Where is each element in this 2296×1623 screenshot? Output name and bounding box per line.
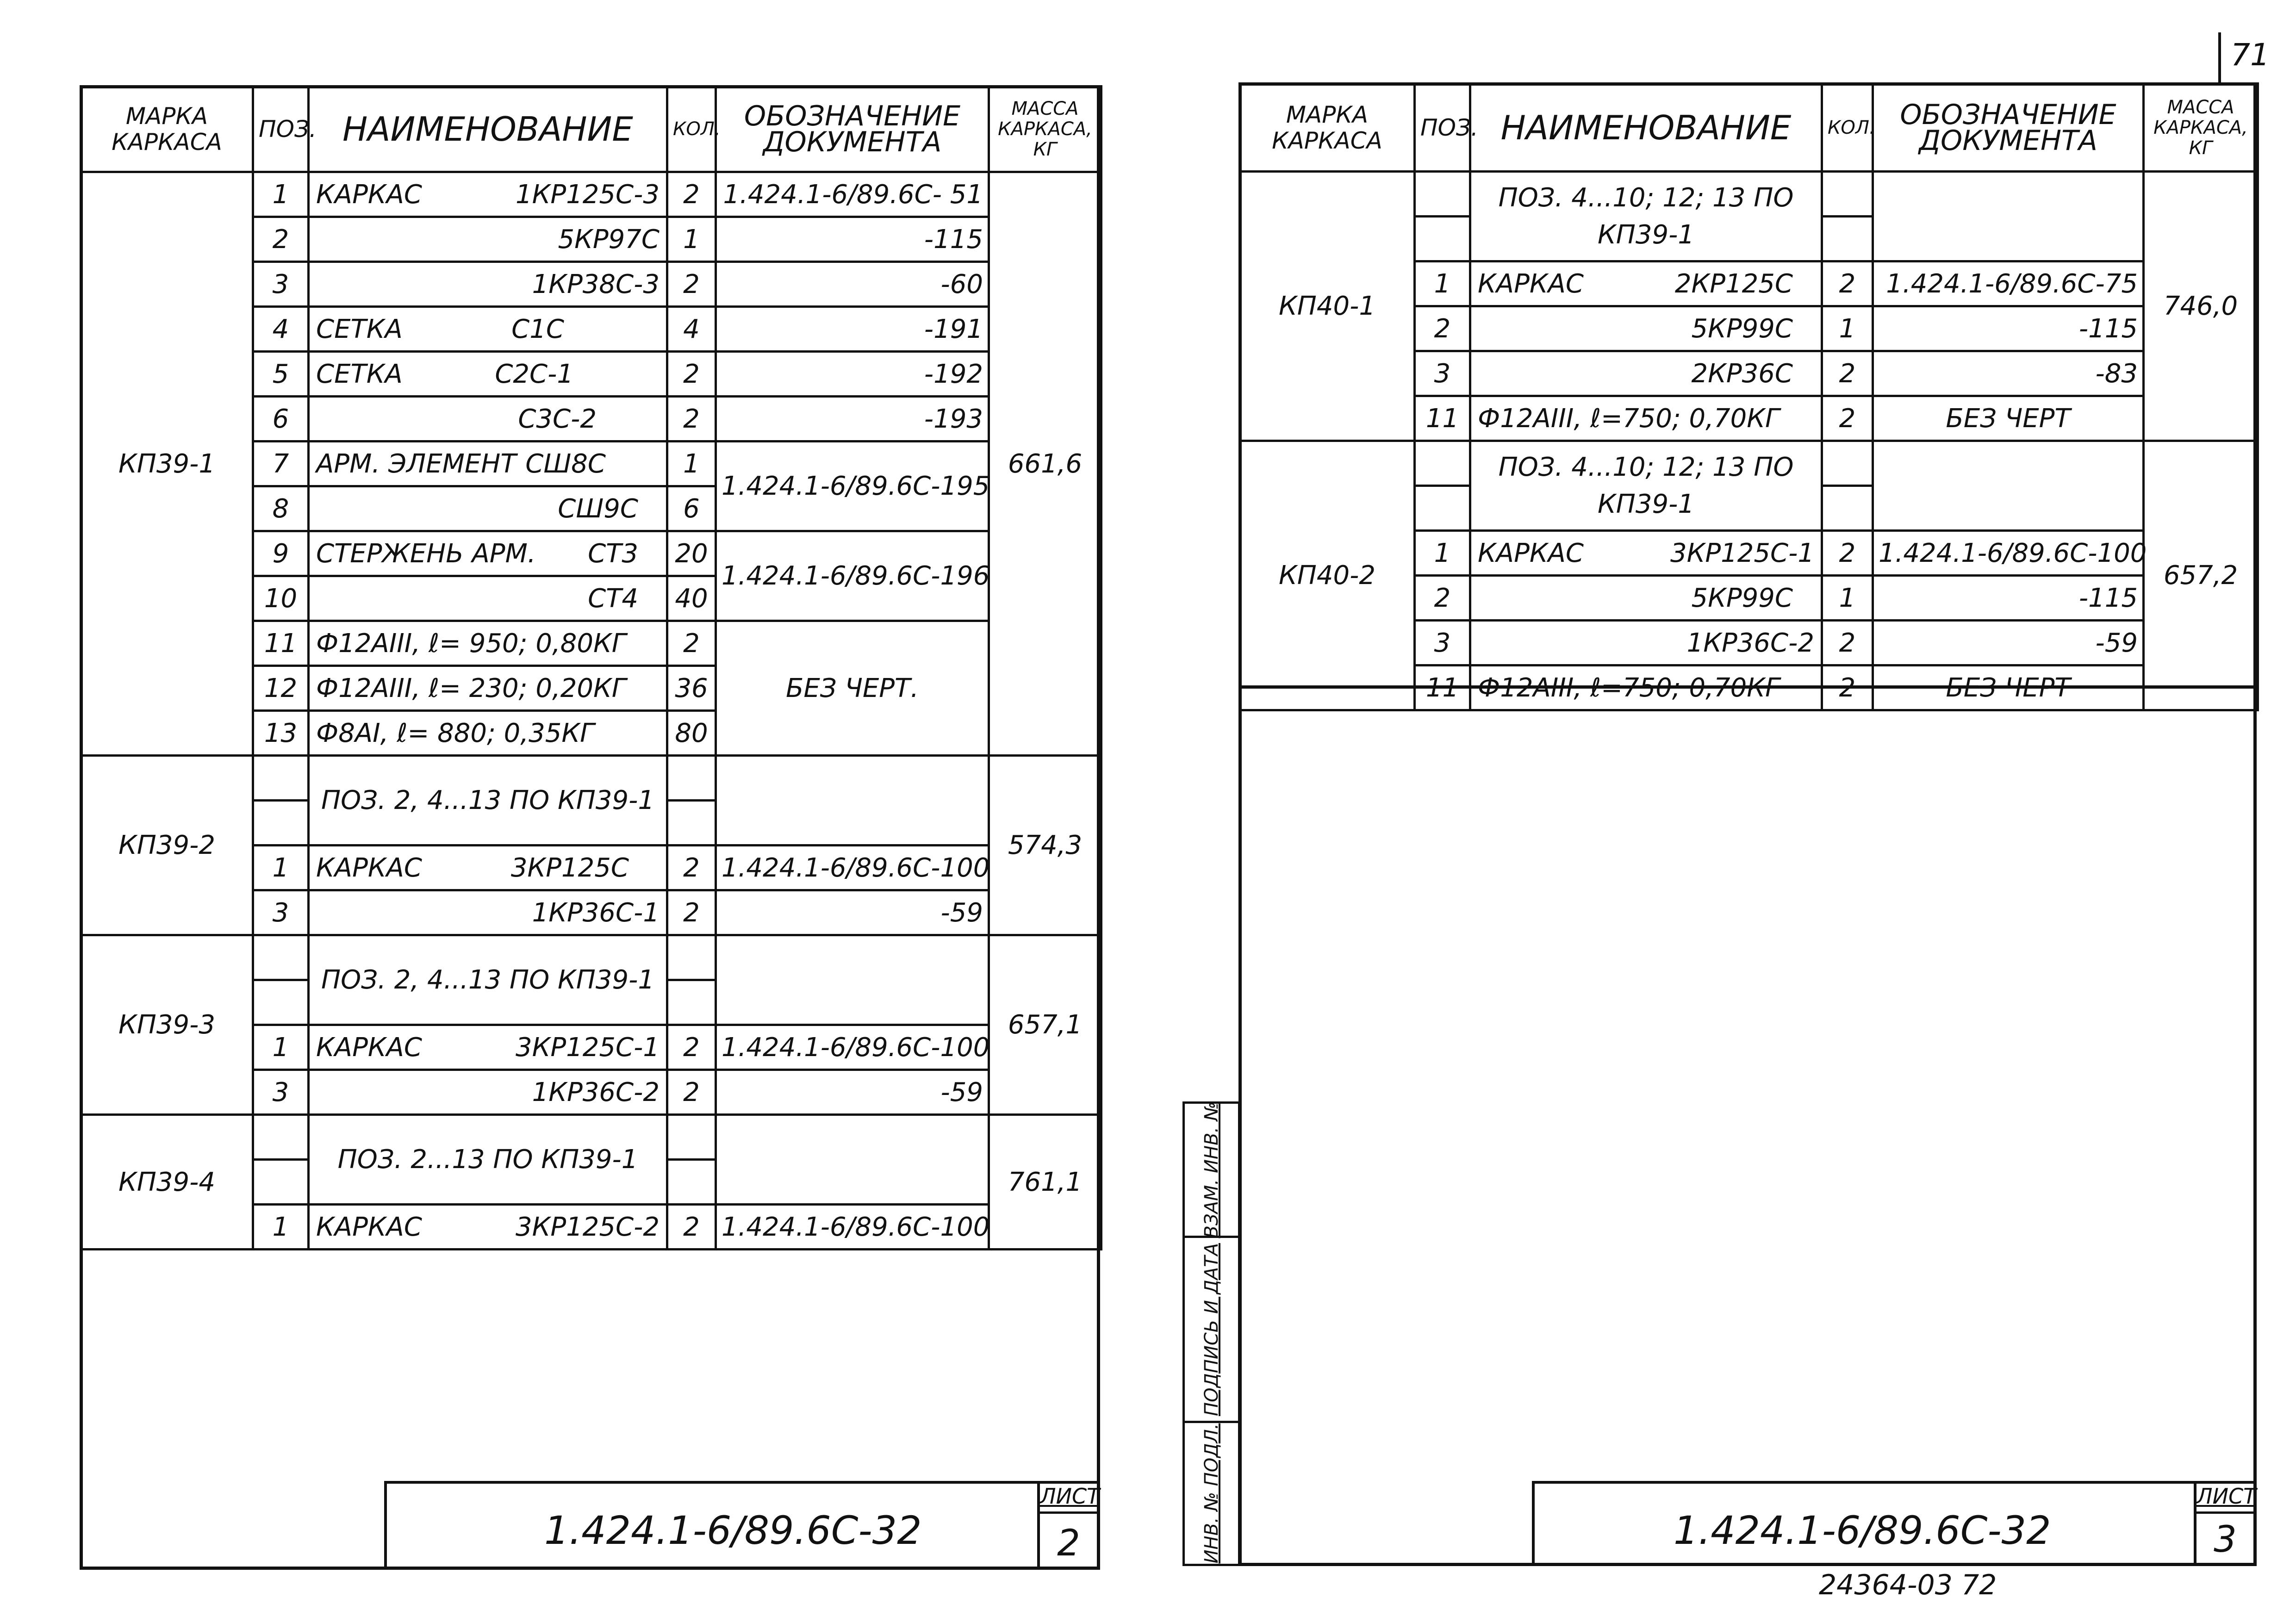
mark-cell: КП40-2: [1240, 441, 1415, 710]
name-cell: [1470, 576, 1822, 621]
name-code: 1КР38С-3: [532, 269, 660, 299]
doc-cell: [716, 756, 989, 846]
pos-cell: 11: [253, 621, 309, 666]
name-cell: [309, 486, 667, 531]
pos-cell: [1415, 486, 1470, 531]
doc-cell: 1.424.1-6/89.6С-196: [716, 531, 989, 621]
qty-cell: 1: [667, 442, 716, 486]
name-code: 5КР97С: [558, 224, 660, 255]
sheet-number: 2: [1057, 1523, 1080, 1564]
qty-cell: 2: [667, 172, 716, 217]
pos-cell: [253, 935, 309, 980]
doc-cell: -59: [1873, 621, 2144, 665]
name-code: 2КР36С: [1691, 359, 1793, 389]
qty-cell: 2: [667, 1025, 716, 1070]
note-cell: ПОЗ. 2, 4...13 ПО КП39-1: [309, 756, 667, 846]
name-cell: [309, 711, 667, 756]
note-cell: ПОЗ. 4...10; 12; 13 ПО КП39-1: [1470, 172, 1822, 261]
name-text: Ф12АIII, ℓ=750; 0,70КГ: [1478, 404, 1780, 434]
right-spec-table: [1238, 82, 2259, 711]
pos-cell: 1: [1415, 261, 1470, 306]
qty-cell: [667, 980, 716, 1025]
pos-cell: 7: [253, 442, 309, 486]
name-code: 3КР125С-1: [1670, 538, 1814, 568]
doc-cell: -115: [1873, 306, 2144, 351]
name-text: СЕТКА: [316, 314, 403, 344]
pos-cell: 1: [1415, 531, 1470, 576]
header-pos: ПОЗ.: [253, 87, 309, 172]
binding-cell-signature: [1185, 1238, 1238, 1423]
doc-cell: -192: [716, 352, 989, 397]
name-cell: [1470, 531, 1822, 576]
pos-cell: 1: [253, 172, 309, 217]
qty-cell: 2: [667, 262, 716, 307]
table-row: [1240, 441, 2258, 486]
name-cell: [309, 217, 667, 262]
name-code: С1С: [511, 314, 564, 344]
name-cell: [309, 262, 667, 307]
pos-cell: [1415, 217, 1470, 261]
pos-cell: [253, 980, 309, 1025]
binding-label: ИНВ. № ПОДЛ.: [1201, 1423, 1222, 1564]
qty-cell: 36: [667, 666, 716, 711]
pos-cell: 3: [1415, 351, 1470, 396]
pos-cell: 2: [253, 217, 309, 262]
qty-cell: [667, 935, 716, 980]
qty-cell: 1: [1822, 306, 1873, 351]
doc-cell: -191: [716, 307, 989, 352]
qty-cell: 40: [667, 576, 716, 621]
name-text: Ф12АIII, ℓ= 950; 0,80КГ: [316, 628, 626, 659]
qty-cell: 20: [667, 531, 716, 576]
name-text: КАРКАС: [316, 180, 423, 210]
left-sheet-number-box: [1037, 1484, 1100, 1567]
doc-cell: -115: [716, 217, 989, 262]
name-cell: [309, 352, 667, 397]
pos-cell: 3: [253, 262, 309, 307]
qty-cell: 2: [1822, 665, 1873, 710]
doc-cell: 1.424.1-6/89.6С-75: [1873, 261, 2144, 306]
pos-cell: 10: [253, 576, 309, 621]
binding-cell-inv-orig: [1185, 1423, 1238, 1564]
qty-cell: 2: [667, 621, 716, 666]
name-cell: [1470, 351, 1822, 396]
note-cell: ПОЗ. 2, 4...13 ПО КП39-1: [309, 935, 667, 1025]
pos-cell: [253, 801, 309, 846]
mass-cell: 761,1: [989, 1115, 1101, 1250]
header-name: НАИМЕНОВАНИЕ: [1470, 84, 1822, 172]
name-code: С2С-1: [495, 359, 573, 389]
right-sheet-number-box: [2194, 1484, 2257, 1563]
name-cell: [1470, 621, 1822, 665]
pos-cell: [1415, 172, 1470, 217]
name-code: 1КР125С-3: [516, 180, 660, 210]
pos-cell: 11: [1415, 396, 1470, 441]
qty-cell: [1822, 486, 1873, 531]
name-text: Ф12АIII, ℓ=750; 0,70КГ: [1478, 673, 1780, 703]
doc-cell: 1.424.1-6/89.6С-100: [716, 1025, 989, 1070]
mark-cell: КП39-1: [81, 172, 253, 756]
pos-cell: 1: [253, 846, 309, 890]
sheet-label: ЛИСТ: [1040, 1484, 1097, 1514]
table-row: [81, 756, 1101, 801]
name-cell: [309, 576, 667, 621]
qty-cell: 2: [1822, 351, 1873, 396]
name-cell: [309, 397, 667, 442]
qty-cell: 1: [1822, 576, 1873, 621]
header-mark: МАРКА КАРКАСА: [81, 87, 253, 172]
doc-cell: [716, 1115, 989, 1205]
name-code: СТ4: [588, 584, 638, 614]
name-text: КАРКАС: [1478, 269, 1584, 299]
mass-cell: 746,0: [2144, 172, 2258, 441]
qty-cell: 2: [667, 846, 716, 890]
name-text: АРМ. ЭЛЕМЕНТ: [316, 449, 516, 479]
pos-cell: 12: [253, 666, 309, 711]
name-code: С3С-2: [518, 404, 597, 434]
qty-cell: [667, 756, 716, 801]
qty-cell: [1822, 217, 1873, 261]
header-name: НАИМЕНОВАНИЕ: [309, 87, 667, 172]
name-code: 1КР36С-1: [532, 898, 660, 928]
name-cell: [309, 1025, 667, 1070]
doc-cell: -193: [716, 397, 989, 442]
name-cell: [309, 621, 667, 666]
header-doc: ОБОЗНАЧЕНИЕ ДОКУМЕНТА: [1873, 84, 2144, 172]
pos-cell: [253, 1115, 309, 1160]
mark-cell: КП39-4: [81, 1115, 253, 1250]
pos-cell: 1: [253, 1205, 309, 1250]
pos-cell: [253, 756, 309, 801]
table-row: [81, 172, 1101, 217]
doc-cell: -83: [1873, 351, 2144, 396]
name-cell: [1470, 306, 1822, 351]
name-cell: [309, 846, 667, 890]
name-cell: [309, 666, 667, 711]
name-cell: [1470, 396, 1822, 441]
name-text: КАРКАС: [1478, 538, 1584, 568]
doc-cell: -115: [1873, 576, 2144, 621]
qty-cell: 2: [667, 352, 716, 397]
mark-cell: КП39-2: [81, 756, 253, 935]
table-row: [1240, 172, 2258, 217]
doc-cell: 1.424.1-6/89.6С-100: [716, 846, 989, 890]
left-spec-table: [80, 85, 1102, 1250]
pos-cell: 2: [1415, 306, 1470, 351]
table-row: [81, 1115, 1101, 1160]
doc-cell: БЕЗ ЧЕРТ.: [716, 621, 989, 756]
pos-cell: 1: [253, 1025, 309, 1070]
header-mass: МАССА КАРКАСА, КГ: [2144, 84, 2258, 172]
pos-cell: 8: [253, 486, 309, 531]
qty-cell: [1822, 172, 1873, 217]
name-code: 1КР36С-2: [1686, 628, 1814, 658]
binding-cell-replaced-inv: [1185, 1101, 1238, 1238]
qty-cell: [667, 1115, 716, 1160]
doc-cell: [1873, 441, 2144, 531]
pos-cell: 11: [1415, 665, 1470, 710]
pos-cell: [253, 1160, 309, 1205]
header-pos: ПОЗ.: [1415, 84, 1470, 172]
name-code: 5КР99С: [1691, 314, 1793, 344]
sheet-label: ЛИСТ: [2196, 1484, 2254, 1514]
name-cell: [309, 531, 667, 576]
doc-cell: БЕЗ ЧЕРТ: [1873, 396, 2144, 441]
qty-cell: 2: [1822, 396, 1873, 441]
name-code: 3КР125С: [510, 853, 629, 883]
binding-label: ВЗАМ. ИНВ. №: [1201, 1101, 1222, 1238]
mark-cell: КП39-3: [81, 935, 253, 1115]
pos-cell: 3: [1415, 621, 1470, 665]
right-title-block: [1532, 1481, 2257, 1566]
name-text: Ф12АIII, ℓ= 230; 0,20КГ: [316, 673, 626, 703]
qty-cell: 2: [1822, 531, 1873, 576]
binding-label: ПОДПИСЬ И ДАТА: [1201, 1243, 1222, 1416]
footer-number: 24364-03 72: [1819, 1569, 1997, 1601]
mass-cell: 657,2: [2144, 441, 2258, 710]
qty-cell: [667, 1160, 716, 1205]
name-code: 2КР125С: [1674, 269, 1793, 299]
name-text: КАРКАС: [316, 853, 423, 883]
doc-cell: -60: [716, 262, 989, 307]
doc-cell: [716, 935, 989, 1025]
name-text: КАРКАС: [316, 1032, 423, 1063]
mass-cell: 657,1: [989, 935, 1101, 1115]
qty-cell: [1822, 441, 1873, 486]
corner-page-number: 71: [2231, 37, 2270, 73]
left-title-block: [384, 1481, 1100, 1570]
table-row: [81, 935, 1101, 980]
name-cell: [309, 172, 667, 217]
qty-cell: 2: [667, 397, 716, 442]
qty-cell: [667, 801, 716, 846]
right-sheet-lower-frame: [1238, 689, 2257, 1566]
note-cell: ПОЗ. 4...10; 12; 13 ПО КП39-1: [1470, 441, 1822, 531]
note-cell: ПОЗ. 2...13 ПО КП39-1: [309, 1115, 667, 1205]
pos-cell: 3: [253, 1070, 309, 1115]
pos-cell: 13: [253, 711, 309, 756]
name-cell: [309, 1070, 667, 1115]
pos-cell: 6: [253, 397, 309, 442]
qty-cell: 2: [1822, 261, 1873, 306]
name-cell: [309, 890, 667, 935]
name-text: СТЕРЖЕНЬ АРМ.: [316, 539, 536, 569]
name-cell: [309, 442, 667, 486]
name-cell: [309, 1205, 667, 1250]
header-qty: КОЛ.: [1822, 84, 1873, 172]
name-code: СШ9С: [558, 494, 638, 524]
doc-cell: 1.424.1-6/89.6С- 51: [716, 172, 989, 217]
name-text: СЕТКА: [316, 359, 403, 389]
qty-cell: 2: [667, 890, 716, 935]
pos-cell: 9: [253, 531, 309, 576]
doc-cell: -59: [716, 890, 989, 935]
header-doc: ОБОЗНАЧЕНИЕ ДОКУМЕНТА: [716, 87, 989, 172]
name-code: СТ3: [588, 539, 638, 569]
qty-cell: 2: [667, 1205, 716, 1250]
doc-cell: 1.424.1-6/89.6С-100: [716, 1205, 989, 1250]
pos-cell: [1415, 441, 1470, 486]
name-code: 3КР125С-2: [516, 1212, 660, 1242]
corner-line: [2218, 32, 2221, 83]
qty-cell: 80: [667, 711, 716, 756]
pos-cell: 4: [253, 307, 309, 352]
name-cell: [309, 307, 667, 352]
qty-cell: 6: [667, 486, 716, 531]
doc-cell: -59: [716, 1070, 989, 1115]
binding-strip: [1182, 1101, 1240, 1566]
name-code: 1КР36С-2: [532, 1077, 660, 1107]
doc-cell: 1.424.1-6/89.6С-100: [1873, 531, 2144, 576]
qty-cell: 2: [1822, 621, 1873, 665]
mass-cell: 661,6: [989, 172, 1101, 756]
name-text: КАРКАС: [316, 1212, 423, 1242]
name-cell: [1470, 261, 1822, 306]
qty-cell: 1: [667, 217, 716, 262]
left-designation: 1.424.1-6/89.6С-32: [544, 1508, 922, 1553]
name-code: 3КР125С-1: [516, 1032, 660, 1063]
right-designation: 1.424.1-6/89.6С-32: [1674, 1508, 2051, 1553]
pos-cell: 2: [1415, 576, 1470, 621]
header-mass: МАССА КАРКАСА, КГ: [989, 87, 1101, 172]
name-text: Ф8АI, ℓ= 880; 0,35КГ: [316, 718, 595, 748]
sheet-number: 3: [2214, 1519, 2237, 1561]
name-code: СШ8С: [525, 449, 606, 479]
name-cell: [1470, 665, 1822, 710]
doc-cell: 1.424.1-6/89.6С-195: [716, 442, 989, 531]
name-code: 5КР99С: [1691, 583, 1793, 613]
qty-cell: 2: [667, 1070, 716, 1115]
doc-cell: [1873, 172, 2144, 261]
qty-cell: 4: [667, 307, 716, 352]
mark-cell: КП40-1: [1240, 172, 1415, 441]
header-qty: КОЛ.: [667, 87, 716, 172]
mass-cell: 574,3: [989, 756, 1101, 935]
pos-cell: 5: [253, 352, 309, 397]
pos-cell: 3: [253, 890, 309, 935]
header-mark: МАРКА КАРКАСА: [1240, 84, 1415, 172]
doc-cell: БЕЗ ЧЕРТ: [1873, 665, 2144, 710]
